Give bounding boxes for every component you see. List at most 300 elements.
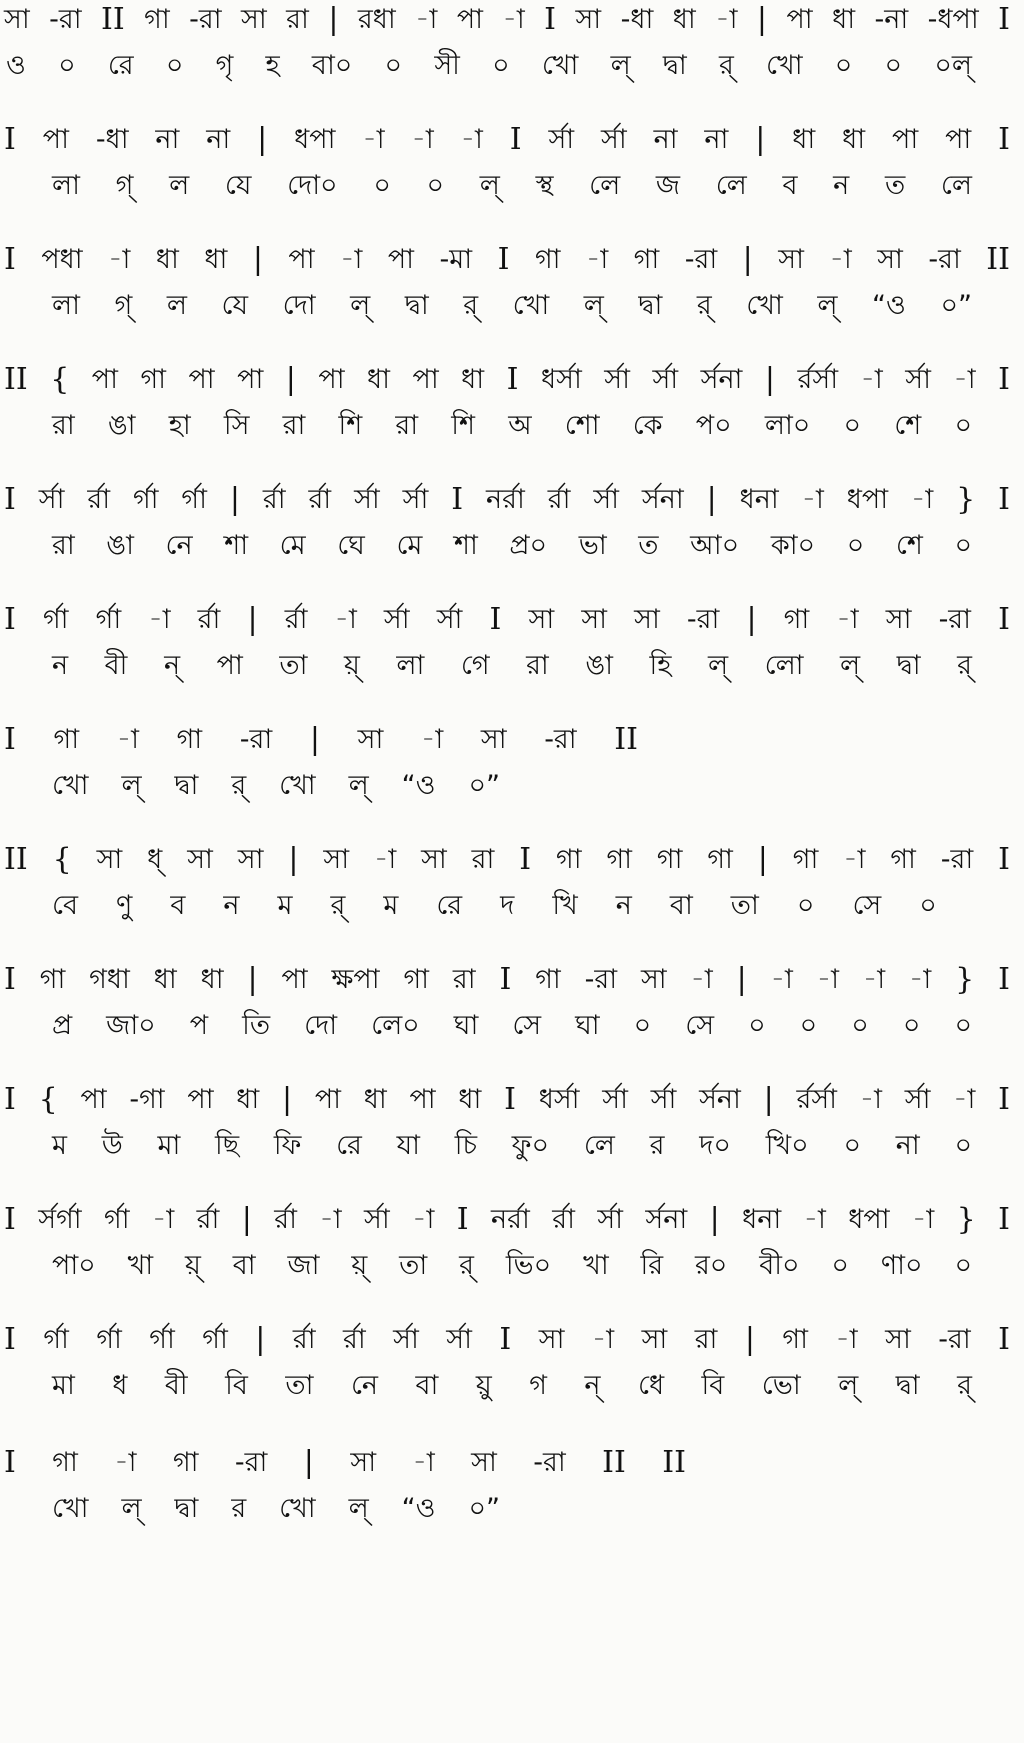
swara-note: র্গা [42,604,69,635]
lyric-syllable: চি [454,1130,478,1161]
swara-note: গা [403,964,429,995]
swara-note: র্গা [149,1324,175,1355]
lyric-syllable: ০ [831,1250,849,1281]
lyric-syllable: খো [279,770,316,801]
lyric-syllable: মা [52,1370,75,1401]
lyric-syllable: বা [669,890,693,921]
swara-note: না [704,124,729,155]
swara-note: পা [318,364,345,395]
swara-note: পা [188,364,215,395]
swara-note: সা [528,604,555,635]
lyric-syllable: ন্ [584,1370,601,1401]
swara-note: গা [176,724,203,755]
swara-note: র্সা [402,484,429,515]
lyric-syllable: খো [52,1493,89,1524]
swara-note: র্গা [95,604,122,635]
lyric-syllable: ০ [165,50,184,81]
swara-note: র্রা [274,1204,297,1235]
lyric-syllable: ব [170,890,186,921]
lyric-line [0,766,1024,806]
swara-note: সা [581,604,607,635]
swara-note: ধর্সা [540,364,582,395]
swara-note: ধপা [848,1204,890,1235]
swara-note: -রা [239,724,273,755]
lyric-syllable: ০ [843,1130,862,1161]
lyric-syllable: প০ [695,410,732,441]
barline-symbol: | [736,962,747,997]
barline-symbol: I [4,242,16,277]
swara-note: র্গা [104,1204,130,1235]
swara-note: সা [357,724,384,755]
lyric-syllable: অ [508,410,532,441]
lyric-syllable: ল্ [121,770,142,801]
swara-note: -া [715,4,738,35]
lyric-line [0,46,1024,86]
lyric-syllable: “ও [401,1493,436,1524]
barline-symbol: II [986,242,1010,277]
barline-symbol: I [451,482,464,517]
lyric-syllable: ল্ [838,1370,859,1401]
barline-symbol: II [4,842,28,877]
swara-note: গা [144,4,170,35]
barline-symbol: | [757,842,768,877]
lyric-line [0,1006,1024,1046]
lyric-syllable: দ্বা [174,1493,199,1524]
lyric-syllable: ০ [902,1010,921,1041]
lyric-syllable: “ও [401,770,436,801]
swara-note: র্সা [602,1084,628,1115]
swara-note: র্সা [446,1324,472,1355]
lyric-syllable: খো [52,770,89,801]
swara-note: ধা [842,124,866,155]
swara-note: ধা [832,4,856,35]
swara-note: গা [534,244,561,275]
lyric-syllable: তা [285,1370,314,1401]
lyric-syllable: ০ [843,410,862,441]
barline-symbol: | [255,1322,266,1357]
lyric-syllable: ০ [796,890,815,921]
swara-note: পা [80,1084,107,1115]
swara-note: গা [140,364,166,395]
swara-note: -মা [439,244,473,275]
lyric-syllable: ফি [273,1130,302,1161]
barline-symbol: | [755,122,766,157]
lyric-syllable: দ্বা [174,770,199,801]
swara-note: ধা [672,4,696,35]
swara-note: পা [281,964,308,995]
lyric-syllable: লে [715,170,747,201]
lyric-syllable: র্ [459,1250,474,1281]
lyric-syllable: ঘা [453,1010,479,1041]
lyric-syllable: ঙা [585,650,613,681]
lyric-syllable: না [895,1130,920,1161]
lyric-syllable: ফু০ [511,1130,550,1161]
barline-symbol: | [247,602,258,637]
lyric-syllable: ০” [468,770,500,801]
barline-symbol: | [309,722,320,757]
swara-note: -া [911,1204,935,1235]
swara-note: গা [172,1447,199,1478]
lyric-syllable: রে [336,1130,362,1161]
swara-note: গা [783,604,810,635]
lyric-syllable: তা [399,1250,428,1281]
swara-note: -া [801,484,824,515]
lyric-syllable: সে [685,1010,715,1041]
swara-note: র্সনা [641,484,684,515]
lyric-syllable: খো [766,50,803,81]
swara-notation-line [0,240,1024,280]
swara-note: র্সা [597,1204,623,1235]
swara-note: পা [945,124,972,155]
swara-note: র্সা [652,364,679,395]
barline-symbol: | [744,1322,755,1357]
barline-symbol: } [956,1202,976,1237]
swara-note: সা [778,244,804,275]
lyric-syllable: লা০ [764,410,811,441]
lyric-syllable: ০ [954,1010,972,1041]
swara-note: র্গা [202,1324,228,1355]
swara-note: রা [286,4,309,35]
lyric-syllable: কে [632,410,663,441]
barline-symbol: I [998,122,1010,157]
barline-symbol: I [4,962,16,997]
swara-note: সা [323,844,350,875]
swara-notation-line [0,1200,1024,1240]
swara-note: -া [152,1204,175,1235]
barline-symbol: | [241,1202,252,1237]
lyric-line [0,646,1024,686]
lyric-syllable: ০ [633,1010,652,1041]
barline-symbol: } [956,482,976,517]
lyric-syllable: ল্ [583,290,604,321]
barline-symbol: { [52,842,72,877]
lyric-syllable: র০ [694,1250,728,1281]
swara-note: -রা [533,1447,566,1478]
lyric-syllable: ০ল্ [934,50,972,81]
swara-note: -া [862,964,886,995]
swara-note: গা [535,964,561,995]
swara-note: সা [4,4,30,35]
swara-note: সা [641,1324,668,1355]
barline-symbol: | [328,2,339,37]
lyric-syllable: র্ [718,50,734,81]
lyric-syllable: ল [166,290,187,321]
lyric-syllable: তি [242,1010,271,1041]
lyric-syllable: প [189,1010,209,1041]
lyric-syllable: ০ [884,50,903,81]
swara-note: ধা [204,244,228,275]
lyric-syllable: খা [127,1250,154,1281]
swara-note: র্গা [132,484,159,515]
lyric-syllable: বী০ [759,1250,800,1281]
lyric-syllable: ল্ [348,1493,369,1524]
swara-note: গা [53,724,80,755]
swara-note: র্রা [196,1204,220,1235]
swara-note: পা [288,244,315,275]
lyric-syllable: হ [265,50,280,81]
swara-notation-line [0,600,1024,640]
swara-note: -রা [234,1447,268,1478]
swara-note: -রা [189,4,222,35]
swara-note: রা [471,844,495,875]
swara-note: ধ্ [147,844,163,875]
swara-note: পা [387,244,414,275]
swara-notation-line [0,1443,1024,1483]
swara-note: র্রা [262,484,286,515]
swara-note: -া [585,244,609,275]
swara-note: পা [91,364,118,395]
lyric-syllable: ম [52,1130,67,1161]
lyric-syllable: র্ [696,290,712,321]
notation-stanza [0,1443,1024,1543]
swara-note: -া [148,604,171,635]
barline-symbol: { [50,362,70,397]
lyric-syllable: ০ [799,1010,818,1041]
lyric-syllable: লে [583,1130,615,1161]
swara-note: র্সর্গা [38,1204,82,1235]
swara-note: ধা [461,364,485,395]
barline-symbol: I [4,122,16,157]
lyric-syllable: খা [583,1250,609,1281]
swara-note: -া [591,1324,615,1355]
lyric-syllable: ন [615,890,632,921]
lyric-syllable: ০” [940,290,972,321]
lyric-syllable: য়্ [351,1250,368,1281]
swara-note: ধনা [739,484,779,515]
swara-note: ধা [367,364,391,395]
lyric-line [0,1366,1024,1406]
lyric-syllable: দ০ [699,1130,731,1161]
barline-symbol: I [544,2,557,37]
swara-note: পা [314,1084,342,1115]
lyric-syllable: কা০ [770,530,816,561]
swara-note: -া [690,964,713,995]
swara-note: পা [187,1084,214,1115]
swara-note: ধা [792,124,816,155]
lyric-syllable: ব [782,170,798,201]
swara-note: গা [890,844,916,875]
lyric-syllable: তা [730,890,759,921]
barline-symbol: I [506,362,519,397]
swara-note: -া [835,1324,858,1355]
swara-note: র্রা [547,484,571,515]
lyric-line [0,1126,1024,1166]
lyric-syllable: শা [454,530,478,561]
swara-note: গা [656,844,683,875]
lyric-syllable: সি [223,410,250,441]
lyric-syllable: ০ [954,1250,972,1281]
swara-note: সা [237,844,264,875]
lyric-syllable: দ্বা [638,290,663,321]
swara-note: র্সা [650,1084,677,1115]
swara-note: পা [456,4,484,35]
lyric-syllable: ০ [492,50,510,81]
lyric-syllable: ০ [748,1010,766,1041]
lyric-syllable: শা [224,530,249,561]
lyric-syllable: ল্ [707,650,729,681]
notation-stanza [0,120,1024,220]
lyric-syllable: শো [564,410,600,441]
lyric-syllable: ঙা [107,410,136,441]
lyric-syllable: রা [526,650,549,681]
notation-stanza [0,0,1024,100]
barline-symbol: I [998,1202,1010,1237]
swara-note: -া [411,124,434,155]
swara-note: গা [52,1447,78,1478]
lyric-syllable: জা [287,1250,320,1281]
lyric-syllable: ঘে [337,530,365,561]
lyric-syllable: নে [165,530,193,561]
lyric-syllable: মে [279,530,306,561]
lyric-syllable: উ [101,1130,123,1161]
swara-note: গা [633,244,660,275]
lyric-syllable: ০ [58,50,76,81]
swara-note: সা [96,844,123,875]
swara-notation-line [0,360,1024,400]
lyric-syllable: ভি০ [505,1250,552,1281]
swara-note: ধা [200,964,224,995]
lyric-syllable: দ্বা [662,50,687,81]
notation-stanza [0,840,1024,940]
swara-note: সা [575,4,602,35]
barline-symbol: I [4,1445,16,1480]
lyric-syllable: ছি [215,1130,240,1161]
barline-symbol: | [742,242,753,277]
barline-symbol: I [504,1082,516,1117]
swara-note: -া [816,964,839,995]
swara-note: র্রর্সা [796,1084,838,1115]
swara-note: সা [421,844,447,875]
barline-symbol: II [662,1445,686,1480]
swara-note: র্সা [364,1204,390,1235]
lyric-syllable: খো [279,1493,316,1524]
swara-note: ধা [153,964,177,995]
swara-note: ধনা [742,1204,782,1235]
lyric-syllable: র্ [957,1370,972,1401]
barline-symbol: | [288,842,299,877]
swara-note: -া [829,244,852,275]
lyric-syllable: ল্ [350,290,371,321]
lyric-syllable: লে [940,170,972,201]
barline-symbol: I [998,602,1010,637]
swara-note: র্রা [284,604,308,635]
swara-note: গা [707,844,733,875]
swara-note: পা [786,4,813,35]
swara-note: -রা [686,604,720,635]
barline-symbol: | [746,602,757,637]
swara-note: র্সা [383,604,410,635]
barline-symbol: | [764,362,775,397]
lyric-syllable: খি০ [765,1130,809,1161]
swara-note: -া [412,1447,435,1478]
swara-note: -া [420,724,444,755]
lyric-syllable: ০ [851,1010,869,1041]
swara-note: -া [502,4,525,35]
lyric-syllable: রা [52,410,75,441]
swara-note: ধর্সা [538,1084,580,1115]
lyric-syllable: শি [338,410,363,441]
swara-note: -রা [928,244,961,275]
lyric-syllable: ত [884,170,906,201]
lyric-syllable: ০ [954,410,972,441]
lyric-syllable: দ [500,890,515,921]
barline-symbol: { [38,1082,58,1117]
lyric-syllable: র্ [330,890,346,921]
lyric-syllable: পা [216,650,243,681]
lyric-syllable: হা [168,410,191,441]
lyric-syllable: দ্বা [896,650,921,681]
swara-note: -া [843,844,866,875]
barline-symbol: | [285,362,296,397]
swara-note: সা [877,244,903,275]
swara-note: -না [874,4,909,35]
swara-note: গা [606,844,632,875]
swara-notation-line [0,720,1024,760]
barline-symbol: | [706,482,717,517]
lyric-syllable: লে০ [371,1010,420,1041]
lyric-syllable: লা [52,170,80,201]
swara-note: ধপা [846,484,889,515]
swara-note: র্সনা [699,1084,741,1115]
barline-symbol: I [998,962,1010,997]
swara-note: সা [241,4,267,35]
lyric-syllable: ল্ [479,170,500,201]
swara-note: -রা [49,4,82,35]
swara-note: না [206,124,231,155]
swara-note: -া [859,1084,882,1115]
swara-note: র্গা [181,484,207,515]
lyric-syllable: খি [552,890,578,921]
swara-note: সা [885,604,912,635]
lyric-syllable: ০ [834,50,853,81]
notation-stanza [0,1320,1024,1420]
swara-note: র্সা [604,364,630,395]
barline-symbol: I [4,722,16,757]
barline-symbol: | [257,122,268,157]
lyric-syllable: জ [655,170,681,201]
notation-stanza [0,720,1024,820]
lyric-syllable: র [649,1130,665,1161]
swara-note: না [155,124,180,155]
swara-note: র্সা [593,484,619,515]
lyric-syllable: আ০ [690,530,740,561]
swara-note: সা [538,1324,565,1355]
barline-symbol: I [998,2,1010,37]
lyric-syllable: দো০ [287,170,338,201]
lyric-syllable: ল্ [840,650,861,681]
swara-note: -রা [938,604,971,635]
barline-symbol: | [252,242,263,277]
swara-notation-line [0,1080,1024,1120]
barline-symbol: I [509,122,522,157]
barline-symbol: I [499,962,512,997]
lyric-syllable: নে [350,1370,379,1401]
lyric-syllable: লা [396,650,425,681]
lyric-syllable: ভো [761,1370,801,1401]
swara-note: -া [116,724,139,755]
swara-note: -গা [129,1084,165,1115]
lyric-syllable: ০ [954,1130,972,1161]
lyric-syllable: তা [279,650,308,681]
swara-note: র্রা [292,1324,316,1355]
lyric-syllable: ন [833,170,850,201]
lyric-syllable: লে [589,170,621,201]
lyric-syllable: মা [157,1130,181,1161]
swara-note: -রা [544,724,577,755]
swara-note: -া [953,1084,976,1115]
swara-note: গা [556,844,582,875]
barline-symbol: I [998,1082,1010,1117]
